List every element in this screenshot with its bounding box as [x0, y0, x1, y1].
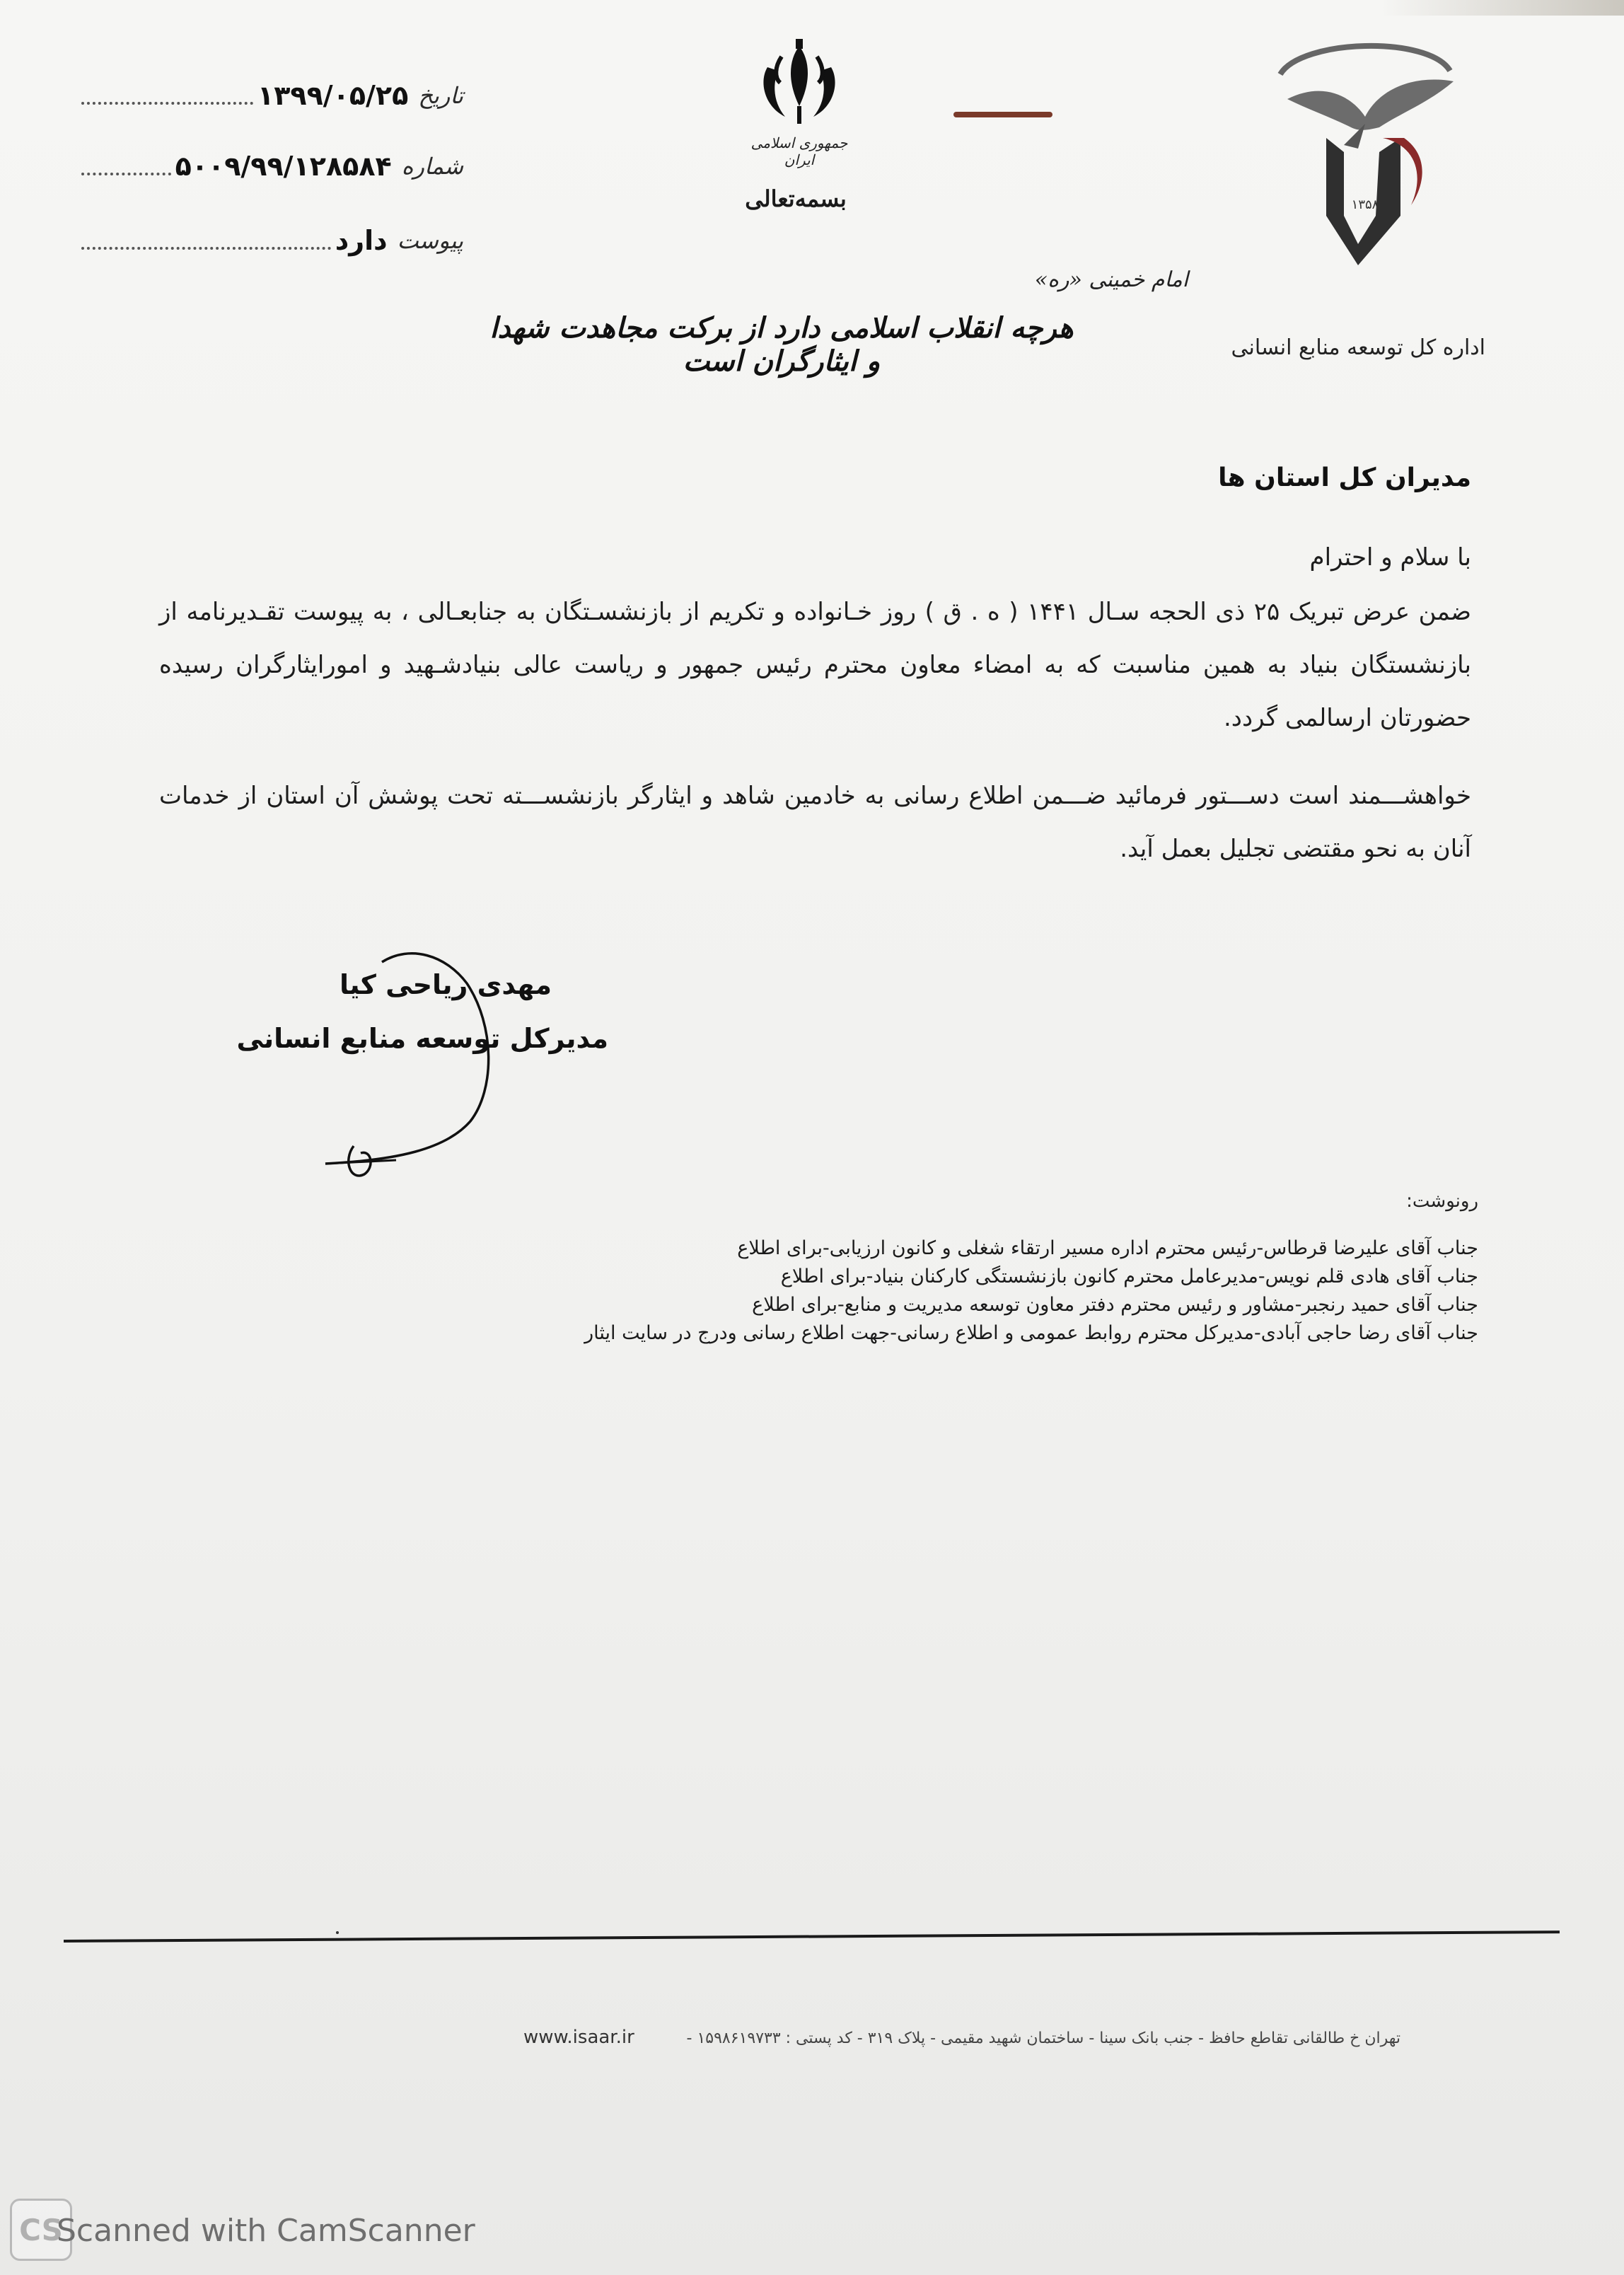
attachment-label: پیوست: [397, 227, 463, 254]
camscanner-watermark: Scanned with CamScanner: [57, 2213, 475, 2249]
attachment-dots: [81, 247, 331, 250]
header-quote: هرچه انقلاب اسلامی دارد از برکت مجاهدت شهدا و ایثارگران است: [489, 311, 1074, 378]
date-label: تاریخ: [418, 82, 463, 109]
basmala: بسمه‌تعالی: [745, 185, 847, 212]
signatory-title: مدیرکل توسعه منابع انسانی: [236, 1023, 608, 1054]
speck: [336, 1931, 339, 1934]
cc-list: [396, 1234, 1478, 1348]
number-value: ۵۰۰۹/۹۹/۱۲۸۵۸۴: [175, 151, 392, 182]
camscanner-badge-icon: CS: [10, 2199, 72, 2261]
cc-item: جناب آقای حمید رنجبر-مشاور و رئیس محترم دفتر معاون توسعه مدیریت و منابع-برای اطلاع: [752, 1294, 1478, 1316]
svg-text:۱۳۵۸: ۱۳۵۸: [1351, 197, 1379, 212]
department-name: اداره کل توسعه منابع انسانی: [1231, 335, 1485, 360]
footer-address: تهران خ طالقانی تقاطع حافظ - جنب بانک سینا - ساختمان شهید مقیمی - پلاک ۳۱۹ - کد پستی : ۱۵۹۸۶۱۹۷۳۳ -: [686, 2030, 1400, 2047]
paragraph-2: خواهشـــمند است دســـتور فرمائید ضـــمن اطلاع رسانی به خادمین شاهد و ایثارگر بازنشســـته تحت پوشش آن استان از خدمات آنان به نحو مقتضی تجلیل بعمل آید.: [159, 782, 1471, 863]
quote-author: امام خمینی «ره»: [1034, 267, 1188, 292]
handwritten-signature: [311, 948, 566, 1188]
paragraph-1: ضمن عرض تبریک ۲۵ ذی الحجه سـال ۱۴۴۱ ( ه . ق ) روز خـانواده و تکریم از بازنشسـتگان به جنابعـالی ، به پیوست تقـدیرنامه از بازنشستگان بنیاد به همین مناسبت که به امضاء معاون محترم رئیس جمهور و ریاست عالی بنیادشـهید و امورایثارگران رسیده حضورتان ارسالمی گردد.: [159, 598, 1471, 732]
date-row: [81, 74, 463, 117]
date-dots: [81, 102, 253, 105]
cc-label: رونوشت:: [1406, 1191, 1478, 1212]
number-label: شماره: [401, 153, 463, 180]
attachment-row: [81, 219, 463, 262]
number-row: [81, 145, 463, 187]
iran-emblem-icon: [746, 39, 852, 131]
number-dots: [81, 173, 171, 175]
footer-rule: [64, 1930, 1560, 1943]
date-value: ۱۳۹۹/۰۵/۲۵: [257, 80, 409, 111]
page-edge-shadow: [0, 0, 1624, 16]
greeting: با سلام و احترام: [1309, 543, 1471, 572]
attachment-value: دارد: [335, 225, 388, 256]
cc-item: جناب آقای رضا حاجی آبادی-مدیرکل محترم روابط عمومی و اطلاع رسانی-جهت اطلاع رسانی ودرج در سایت ایثار: [584, 1322, 1478, 1344]
cc-item: جناب آقای هادی قلم نویس-مدیرعامل محترم کانون بازنشستگی کارکنان بنیاد-برای اطلاع: [780, 1266, 1478, 1287]
foundation-logo-icon: [1259, 32, 1471, 315]
footer: [523, 2027, 1400, 2048]
footer-website: www.isaar.ir: [523, 2027, 634, 2048]
emblem-caption: جمهوری اسلامی ایران: [750, 134, 848, 168]
stamp-mark: [953, 112, 1052, 117]
cc-item: جناب آقای علیرضا قرطاس-رئیس محترم اداره مسیر ارتقاء شغلی و کانون ارزیابی-برای اطلاع: [737, 1237, 1478, 1259]
recipient: مدیران کل استان ها: [1218, 463, 1471, 492]
signatory-name: مهدی ریاحی کیا: [340, 969, 552, 1000]
